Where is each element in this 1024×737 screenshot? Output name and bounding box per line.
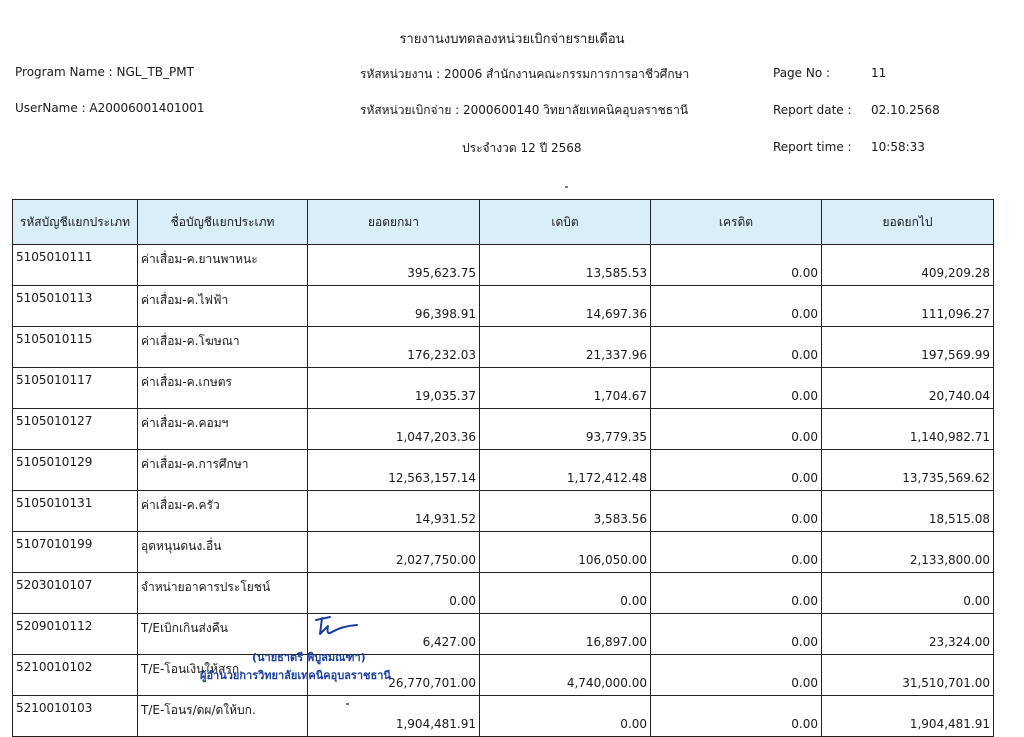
table-row [13, 368, 994, 409]
account-name: ค่าเสื่อม-ค.ครัว [138, 491, 308, 532]
carried-forward: 2,133,800.00 [822, 532, 994, 573]
account-code: 5105010131 [13, 491, 138, 532]
debit: 3,583.56 [480, 491, 651, 532]
report-period: ประจำงวด 12 ปี 2568 [462, 141, 582, 155]
account-code: 5203010107 [13, 573, 138, 614]
program-name: Program Name : NGL_TB_PMT [15, 65, 194, 79]
table-row [13, 327, 994, 368]
account-name: อุดหนุนดนง.อื่น [138, 532, 308, 573]
account-name: ค่าเสื่อม-ค.ยานพาหนะ [138, 245, 308, 286]
debit: 14,697.36 [480, 286, 651, 327]
account-code: 5105010115 [13, 327, 138, 368]
credit: 0.00 [651, 245, 822, 286]
brought-forward: 19,035.37 [308, 368, 480, 409]
debit: 106,050.00 [480, 532, 651, 573]
report-time-value: 10:58:33 [871, 140, 925, 154]
brought-forward: 176,232.03 [308, 327, 480, 368]
account-code: 5107010199 [13, 532, 138, 573]
account-name: จำหน่ายอาคารประโยชน์ [138, 573, 308, 614]
account-name: T/E-โอนเงินให้สรก. [138, 655, 308, 696]
account-name: ค่าเสื่อม-ค.คอมฯ [138, 409, 308, 450]
brought-forward: 6,427.00 [308, 614, 480, 655]
user-name: UserName : A20006001401001 [15, 101, 205, 115]
carried-forward: 31,510,701.00 [822, 655, 994, 696]
carried-forward: 13,735,569.62 [822, 450, 994, 491]
debit: 13,585.53 [480, 245, 651, 286]
carried-forward: 1,904,481.91 [822, 696, 994, 737]
carried-forward: 18,515.08 [822, 491, 994, 532]
brought-forward: 0.00 [308, 573, 480, 614]
scan-speck [346, 703, 349, 705]
account-name: T/E-โอนร/ดผ/ดให้บก. [138, 696, 308, 737]
credit: 0.00 [651, 327, 822, 368]
debit: 1,704.67 [480, 368, 651, 409]
scan-speck [565, 186, 568, 188]
brought-forward: 26,770,701.00 [308, 655, 480, 696]
table-row [13, 409, 994, 450]
header-debit: เดบิต [480, 200, 651, 245]
carried-forward: 409,209.28 [822, 245, 994, 286]
credit: 0.00 [651, 286, 822, 327]
trial-balance-table [12, 199, 994, 737]
carried-forward: 197,569.99 [822, 327, 994, 368]
table-row [13, 245, 994, 286]
header-credit: เครดิต [651, 200, 822, 245]
credit: 0.00 [651, 409, 822, 450]
brought-forward: 395,623.75 [308, 245, 480, 286]
credit: 0.00 [651, 696, 822, 737]
debit: 0.00 [480, 573, 651, 614]
agency-code: รหัสหน่วยงาน : 20006 สำนักงานคณะกรรมการการอาชีวศึกษา [360, 67, 690, 81]
report-title: รายงานงบทดลองหน่วยเบิกจ่ายรายเดือน [399, 32, 625, 47]
signature-scribble [312, 612, 360, 640]
table-row [13, 614, 994, 655]
table-row [13, 450, 994, 491]
credit: 0.00 [651, 614, 822, 655]
carried-forward: 0.00 [822, 573, 994, 614]
carried-forward: 20,740.04 [822, 368, 994, 409]
credit: 0.00 [651, 491, 822, 532]
header-account-name: ชื่อบัญชีแยกประเภท [138, 200, 308, 245]
carried-forward: 1,140,982.71 [822, 409, 994, 450]
account-code: 5105010117 [13, 368, 138, 409]
header-carried-forward: ยอดยกไป [822, 200, 994, 245]
account-code: 5105010113 [13, 286, 138, 327]
account-name: T/Eเบิกเกินส่งคืน [138, 614, 308, 655]
credit: 0.00 [651, 655, 822, 696]
page-no-label: Page No : [773, 66, 831, 80]
debit: 4,740,000.00 [480, 655, 651, 696]
debit: 21,337.96 [480, 327, 651, 368]
account-code: 5105010129 [13, 450, 138, 491]
report-date-label: Report date : [773, 103, 852, 117]
table-row [13, 286, 994, 327]
report-time-label: Report time : [773, 140, 852, 154]
table-row [13, 655, 994, 696]
carried-forward: 111,096.27 [822, 286, 994, 327]
credit: 0.00 [651, 573, 822, 614]
account-name: ค่าเสื่อม-ค.ไฟฟ้า [138, 286, 308, 327]
disbursing-unit: รหัสหน่วยเบิกจ่าย : 2000600140 วิทยาลัยเทคนิคอุบลราชธานี [360, 103, 689, 117]
brought-forward: 96,398.91 [308, 286, 480, 327]
page-no-value: 11 [871, 66, 887, 80]
table-row [13, 532, 994, 573]
table-row [13, 491, 994, 532]
credit: 0.00 [651, 532, 822, 573]
debit: 0.00 [480, 696, 651, 737]
account-name: ค่าเสื่อม-ค.การศึกษา [138, 450, 308, 491]
account-code: 5210010102 [13, 655, 138, 696]
brought-forward: 12,563,157.14 [308, 450, 480, 491]
debit: 1,172,412.48 [480, 450, 651, 491]
brought-forward: 1,904,481.91 [308, 696, 480, 737]
debit: 93,779.35 [480, 409, 651, 450]
credit: 0.00 [651, 368, 822, 409]
header-account-code: รหัสบัญชีแยกประเภท [13, 200, 138, 245]
signer-position: ผู้อำนวยการวิทยาลัยเทคนิคอุบลราชธานี [200, 669, 391, 682]
account-code: 5209010112 [13, 614, 138, 655]
signer-name: (นายธาตรี พิบูลมณฑา) [252, 651, 366, 664]
account-code: 5210010103 [13, 696, 138, 737]
header-brought-forward: ยอดยกมา [308, 200, 480, 245]
carried-forward: 23,324.00 [822, 614, 994, 655]
account-name: ค่าเสื่อม-ค.โฆษณา [138, 327, 308, 368]
brought-forward: 2,027,750.00 [308, 532, 480, 573]
brought-forward: 1,047,203.36 [308, 409, 480, 450]
table-header-row [13, 200, 994, 245]
table-row [13, 696, 994, 737]
brought-forward: 14,931.52 [308, 491, 480, 532]
account-code: 5105010127 [13, 409, 138, 450]
table-row [13, 573, 994, 614]
debit: 16,897.00 [480, 614, 651, 655]
account-name: ค่าเสื่อม-ค.เกษตร [138, 368, 308, 409]
report-date-value: 02.10.2568 [871, 103, 940, 117]
credit: 0.00 [651, 450, 822, 491]
account-code: 5105010111 [13, 245, 138, 286]
